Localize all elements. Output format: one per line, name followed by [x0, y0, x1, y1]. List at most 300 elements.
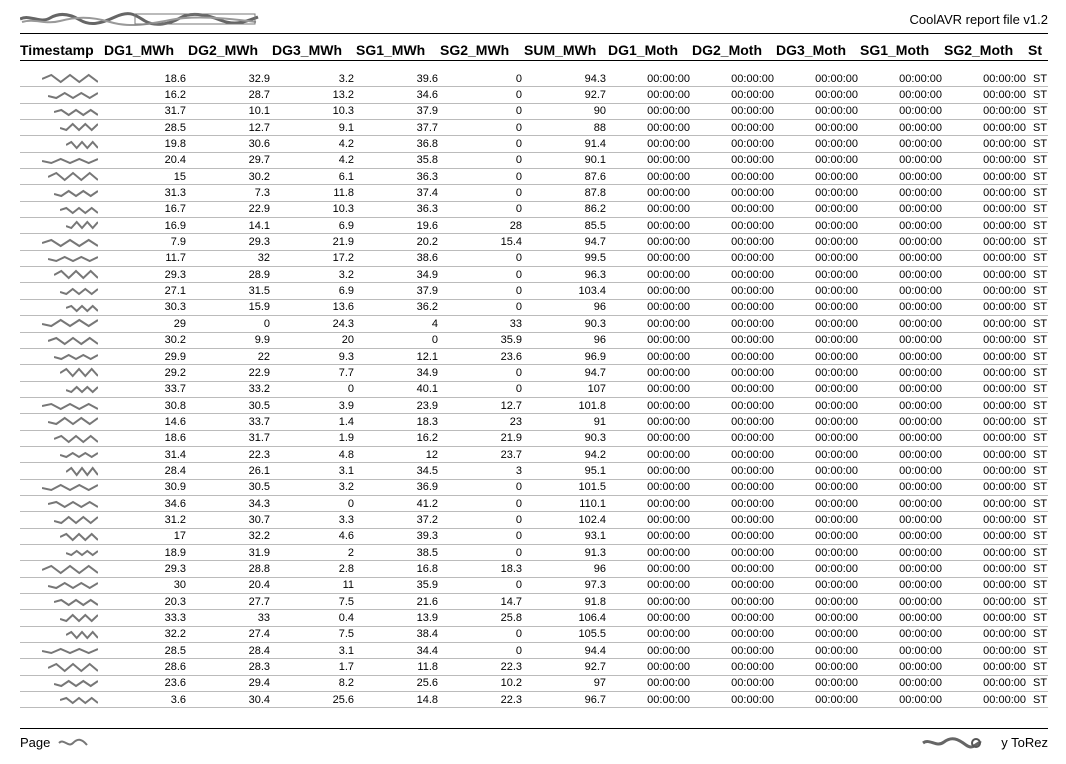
- table-cell: 12.7: [440, 397, 524, 413]
- report-header: [20, 8, 1048, 36]
- table-row: [20, 185, 1048, 201]
- table-cell: 00:00:00: [692, 218, 776, 234]
- table-cell: 3.6: [104, 692, 188, 708]
- table-cell: 37.2: [356, 512, 440, 528]
- table-cell: 00:00:00: [776, 87, 860, 103]
- table-cell: 21.6: [356, 594, 440, 610]
- table-cell: 00:00:00: [776, 430, 860, 446]
- table-cell: 10.3: [272, 201, 356, 217]
- table-cell: 28.5: [104, 643, 188, 659]
- table-cell: 00:00:00: [776, 414, 860, 430]
- table-cell: 11.8: [272, 185, 356, 201]
- table-cell: 96.3: [524, 267, 608, 283]
- table-cell: 94.7: [524, 234, 608, 250]
- table-cell: 00:00:00: [944, 528, 1028, 544]
- table-cell: 00:00:00: [776, 348, 860, 364]
- table-cell: 0: [440, 299, 524, 315]
- table-cell: 25.8: [440, 610, 524, 626]
- table-cell: 11: [272, 577, 356, 593]
- table-cell: 35.9: [440, 332, 524, 348]
- table-cell: ST: [1028, 283, 1048, 299]
- column-header: SUM_MWh: [524, 40, 608, 61]
- column-header: DG2_Moth: [692, 40, 776, 61]
- table-cell: 00:00:00: [776, 152, 860, 168]
- garbled-title-image: [20, 12, 260, 26]
- table-cell: 00:00:00: [944, 675, 1028, 691]
- column-header: DG3_MWh: [272, 40, 356, 61]
- table-cell: 11.7: [104, 250, 188, 266]
- table-cell: 00:00:00: [692, 365, 776, 381]
- table-cell: 00:00:00: [860, 120, 944, 136]
- table-cell: 00:00:00: [608, 185, 692, 201]
- table-cell: 10.3: [272, 103, 356, 119]
- table-cell: 00:00:00: [860, 675, 944, 691]
- table-cell: 00:00:00: [608, 643, 692, 659]
- table-cell: 85.5: [524, 218, 608, 234]
- timestamp-cell: [20, 152, 104, 168]
- table-cell: 23.9: [356, 397, 440, 413]
- table-cell: 00:00:00: [608, 87, 692, 103]
- table-cell: 15: [104, 169, 188, 185]
- table-cell: 2: [272, 544, 356, 560]
- table-cell: 17.2: [272, 250, 356, 266]
- table-cell: ST: [1028, 267, 1048, 283]
- table-row: [20, 675, 1048, 691]
- table-cell: 102.4: [524, 512, 608, 528]
- table-cell: 0: [440, 201, 524, 217]
- table-cell: 13.2: [272, 87, 356, 103]
- timestamp-cell: [20, 512, 104, 528]
- table-cell: 00:00:00: [692, 512, 776, 528]
- table-cell: 36.9: [356, 479, 440, 495]
- table-cell: 40.1: [356, 381, 440, 397]
- table-cell: 00:00:00: [692, 120, 776, 136]
- timestamp-cell: [20, 626, 104, 642]
- table-cell: 12.7: [188, 120, 272, 136]
- table-cell: 00:00:00: [608, 495, 692, 511]
- table-cell: 28.7: [188, 87, 272, 103]
- table-cell: 19.6: [356, 218, 440, 234]
- table-cell: 00:00:00: [860, 234, 944, 250]
- table-cell: 96.7: [524, 692, 608, 708]
- table-cell: 00:00:00: [944, 87, 1028, 103]
- table-row: [20, 218, 1048, 234]
- table-cell: 00:00:00: [608, 234, 692, 250]
- table-cell: 00:00:00: [944, 414, 1028, 430]
- table-cell: 30.2: [104, 332, 188, 348]
- table-cell: 00:00:00: [860, 267, 944, 283]
- table-cell: 16.8: [356, 561, 440, 577]
- table-cell: 90.3: [524, 316, 608, 332]
- table-cell: 00:00:00: [944, 316, 1028, 332]
- table-cell: 00:00:00: [608, 397, 692, 413]
- table-cell: 00:00:00: [692, 594, 776, 610]
- table-cell: 00:00:00: [944, 381, 1028, 397]
- table-cell: 37.9: [356, 103, 440, 119]
- table-cell: 107: [524, 381, 608, 397]
- table-cell: 30.6: [188, 136, 272, 152]
- table-cell: 00:00:00: [608, 120, 692, 136]
- table-cell: 28.3: [188, 659, 272, 675]
- table-cell: 0: [440, 544, 524, 560]
- table-cell: ST: [1028, 528, 1048, 544]
- table-row: [20, 512, 1048, 528]
- table-cell: 36.2: [356, 299, 440, 315]
- table-cell: 91: [524, 414, 608, 430]
- table-cell: 00:00:00: [776, 577, 860, 593]
- table-cell: 00:00:00: [944, 283, 1028, 299]
- table-cell: 00:00:00: [608, 659, 692, 675]
- timestamp-cell: [20, 414, 104, 430]
- table-cell: ST: [1028, 365, 1048, 381]
- table-cell: 31.9: [188, 544, 272, 560]
- table-cell: 00:00:00: [944, 218, 1028, 234]
- timestamp-cell: [20, 283, 104, 299]
- table-cell: 41.2: [356, 495, 440, 511]
- table-cell: 00:00:00: [608, 414, 692, 430]
- table-cell: 30.9: [104, 479, 188, 495]
- table-cell: 34.4: [356, 643, 440, 659]
- table-cell: 00:00:00: [692, 103, 776, 119]
- table-cell: 20.2: [356, 234, 440, 250]
- table-cell: 29.3: [104, 561, 188, 577]
- table-cell: 0: [440, 185, 524, 201]
- table-cell: 00:00:00: [860, 71, 944, 87]
- timestamp-cell: [20, 495, 104, 511]
- table-cell: 00:00:00: [692, 692, 776, 708]
- table-cell: 30: [104, 577, 188, 593]
- table-cell: 22.3: [440, 659, 524, 675]
- table-row: [20, 446, 1048, 462]
- author-label: y ToRez: [1001, 735, 1048, 750]
- table-cell: 00:00:00: [776, 610, 860, 626]
- table-row: [20, 626, 1048, 642]
- table-cell: 22.3: [188, 446, 272, 462]
- timestamp-cell: [20, 267, 104, 283]
- table-cell: 00:00:00: [944, 71, 1028, 87]
- table-cell: 20: [272, 332, 356, 348]
- table-cell: 27.4: [188, 626, 272, 642]
- table-cell: 3.2: [272, 71, 356, 87]
- table-cell: 00:00:00: [776, 659, 860, 675]
- table-cell: ST: [1028, 430, 1048, 446]
- table-cell: 31.5: [188, 283, 272, 299]
- table-cell: 4.2: [272, 136, 356, 152]
- table-cell: 00:00:00: [860, 218, 944, 234]
- table-cell: 00:00:00: [860, 299, 944, 315]
- table-cell: 00:00:00: [944, 446, 1028, 462]
- table-cell: 37.4: [356, 185, 440, 201]
- timestamp-cell: [20, 479, 104, 495]
- table-cell: 00:00:00: [608, 446, 692, 462]
- table-cell: ST: [1028, 87, 1048, 103]
- table-cell: 27.7: [188, 594, 272, 610]
- table-row: [20, 332, 1048, 348]
- table-row: [20, 397, 1048, 413]
- table-cell: 16.7: [104, 201, 188, 217]
- table-header-row: [20, 40, 1048, 61]
- table-cell: 00:00:00: [860, 495, 944, 511]
- table-cell: 00:00:00: [776, 675, 860, 691]
- table-cell: ST: [1028, 381, 1048, 397]
- table-cell: 4.6: [272, 528, 356, 544]
- table-cell: 17: [104, 528, 188, 544]
- timestamp-cell: [20, 659, 104, 675]
- table-cell: 34.9: [356, 267, 440, 283]
- table-cell: 18.3: [440, 561, 524, 577]
- table-cell: ST: [1028, 218, 1048, 234]
- table-row: [20, 71, 1048, 87]
- table-cell: 00:00:00: [860, 201, 944, 217]
- table-cell: 00:00:00: [608, 201, 692, 217]
- table-row: [20, 495, 1048, 511]
- table-cell: 00:00:00: [692, 659, 776, 675]
- table-cell: 29.3: [188, 234, 272, 250]
- table-cell: 00:00:00: [944, 495, 1028, 511]
- table-cell: 9.1: [272, 120, 356, 136]
- table-cell: 00:00:00: [776, 692, 860, 708]
- footer-rule: [20, 728, 1048, 729]
- table-cell: ST: [1028, 120, 1048, 136]
- table-cell: 00:00:00: [944, 692, 1028, 708]
- column-header: SG2_MWh: [440, 40, 524, 61]
- table-cell: 00:00:00: [608, 365, 692, 381]
- table-cell: 3.1: [272, 643, 356, 659]
- table-cell: 00:00:00: [944, 136, 1028, 152]
- table-row: [20, 528, 1048, 544]
- timestamp-cell: [20, 397, 104, 413]
- table-cell: 00:00:00: [692, 446, 776, 462]
- table-cell: 91.4: [524, 136, 608, 152]
- table-cell: 00:00:00: [692, 610, 776, 626]
- timestamp-cell: [20, 250, 104, 266]
- table-cell: 10.1: [188, 103, 272, 119]
- table-cell: 00:00:00: [692, 299, 776, 315]
- table-cell: 3: [440, 463, 524, 479]
- table-cell: ST: [1028, 185, 1048, 201]
- table-cell: 00:00:00: [608, 675, 692, 691]
- table-cell: 24.3: [272, 316, 356, 332]
- table-cell: 00:00:00: [608, 528, 692, 544]
- table-cell: 00:00:00: [776, 397, 860, 413]
- table-cell: 28.8: [188, 561, 272, 577]
- table-cell: 00:00:00: [692, 528, 776, 544]
- timestamp-cell: [20, 463, 104, 479]
- table-cell: 00:00:00: [860, 512, 944, 528]
- table-cell: ST: [1028, 136, 1048, 152]
- table-cell: 00:00:00: [608, 512, 692, 528]
- table-cell: 00:00:00: [860, 348, 944, 364]
- timestamp-cell: [20, 577, 104, 593]
- table-cell: 3.2: [272, 479, 356, 495]
- table-cell: ST: [1028, 495, 1048, 511]
- table-cell: 00:00:00: [608, 381, 692, 397]
- table-cell: 33: [188, 610, 272, 626]
- column-header: DG2_MWh: [188, 40, 272, 61]
- table-cell: ST: [1028, 479, 1048, 495]
- table-cell: 96: [524, 561, 608, 577]
- table-cell: 0: [272, 495, 356, 511]
- timestamp-cell: [20, 446, 104, 462]
- table-cell: 00:00:00: [944, 561, 1028, 577]
- table-cell: 00:00:00: [860, 332, 944, 348]
- table-cell: 28.9: [188, 267, 272, 283]
- table-cell: 0: [440, 120, 524, 136]
- table-cell: 00:00:00: [608, 283, 692, 299]
- table-cell: 00:00:00: [944, 103, 1028, 119]
- table-cell: 00:00:00: [692, 267, 776, 283]
- table-cell: 00:00:00: [692, 397, 776, 413]
- table-cell: 6.1: [272, 169, 356, 185]
- table-cell: 35.9: [356, 577, 440, 593]
- table-cell: ST: [1028, 446, 1048, 462]
- table-cell: 00:00:00: [776, 120, 860, 136]
- table-cell: 00:00:00: [608, 250, 692, 266]
- table-cell: 00:00:00: [944, 512, 1028, 528]
- table-cell: 22.9: [188, 201, 272, 217]
- table-row: [20, 120, 1048, 136]
- table-cell: 106.4: [524, 610, 608, 626]
- table-cell: 10.2: [440, 675, 524, 691]
- table-cell: 92.7: [524, 87, 608, 103]
- table-cell: 0: [188, 316, 272, 332]
- table-cell: 00:00:00: [776, 218, 860, 234]
- table-row: [20, 348, 1048, 364]
- table-cell: 32.2: [104, 626, 188, 642]
- table-cell: 00:00:00: [692, 577, 776, 593]
- table-cell: 00:00:00: [692, 283, 776, 299]
- table-cell: 00:00:00: [860, 692, 944, 708]
- table-cell: 101.8: [524, 397, 608, 413]
- table-cell: 31.2: [104, 512, 188, 528]
- table-row: [20, 87, 1048, 103]
- table-cell: 13.6: [272, 299, 356, 315]
- table-cell: 7.9: [104, 234, 188, 250]
- table-cell: 00:00:00: [944, 169, 1028, 185]
- table-cell: 20.3: [104, 594, 188, 610]
- table-cell: 15.4: [440, 234, 524, 250]
- table-cell: ST: [1028, 397, 1048, 413]
- table-cell: ST: [1028, 250, 1048, 266]
- header-rule: [20, 33, 1048, 34]
- table-cell: 1.9: [272, 430, 356, 446]
- table-cell: ST: [1028, 626, 1048, 642]
- table-cell: 87.6: [524, 169, 608, 185]
- table-cell: ST: [1028, 71, 1048, 87]
- table-cell: 25.6: [272, 692, 356, 708]
- table-cell: 28.4: [188, 643, 272, 659]
- column-header: SG2_Moth: [944, 40, 1028, 61]
- table-cell: 23.7: [440, 446, 524, 462]
- table-cell: 96: [524, 332, 608, 348]
- app-title: CoolAVR report file v1.2: [909, 12, 1048, 27]
- table-cell: 30.4: [188, 692, 272, 708]
- table-cell: 90.3: [524, 430, 608, 446]
- table-cell: 00:00:00: [692, 332, 776, 348]
- table-cell: 105.5: [524, 626, 608, 642]
- table-cell: 0: [440, 87, 524, 103]
- table-cell: 00:00:00: [608, 610, 692, 626]
- table-cell: 12: [356, 446, 440, 462]
- table-cell: 29.7: [188, 152, 272, 168]
- table-row: [20, 561, 1048, 577]
- table-cell: ST: [1028, 610, 1048, 626]
- table-cell: 36.3: [356, 169, 440, 185]
- column-header: DG3_Moth: [776, 40, 860, 61]
- table-cell: 00:00:00: [692, 626, 776, 642]
- table-cell: 29.3: [104, 267, 188, 283]
- table-cell: 88: [524, 120, 608, 136]
- table-cell: 0: [440, 267, 524, 283]
- table-cell: 22.9: [188, 365, 272, 381]
- table-cell: 28.5: [104, 120, 188, 136]
- column-header: DG1_MWh: [104, 40, 188, 61]
- table-cell: 91.8: [524, 594, 608, 610]
- table-row: [20, 610, 1048, 626]
- table-cell: 00:00:00: [608, 136, 692, 152]
- table-cell: 00:00:00: [608, 71, 692, 87]
- table-cell: 0: [356, 332, 440, 348]
- table-cell: ST: [1028, 234, 1048, 250]
- table-cell: 0: [440, 643, 524, 659]
- page-number-garbled-icon: [58, 737, 88, 749]
- timestamp-cell: [20, 185, 104, 201]
- table-cell: 00:00:00: [776, 185, 860, 201]
- table-cell: 21.9: [272, 234, 356, 250]
- table-cell: 0: [440, 528, 524, 544]
- table-row: [20, 463, 1048, 479]
- timestamp-cell: [20, 365, 104, 381]
- table-row: [20, 643, 1048, 659]
- timestamp-cell: [20, 120, 104, 136]
- table-cell: 39.6: [356, 71, 440, 87]
- table-cell: 94.3: [524, 71, 608, 87]
- table-cell: 00:00:00: [692, 152, 776, 168]
- table-cell: 00:00:00: [692, 136, 776, 152]
- table-cell: 00:00:00: [860, 626, 944, 642]
- table-cell: 110.1: [524, 495, 608, 511]
- table-cell: 14.1: [188, 218, 272, 234]
- table-cell: 00:00:00: [860, 381, 944, 397]
- table-cell: 14.8: [356, 692, 440, 708]
- table-cell: 0: [440, 250, 524, 266]
- table-cell: 31.7: [188, 430, 272, 446]
- table-cell: 16.2: [104, 87, 188, 103]
- table-cell: 00:00:00: [608, 692, 692, 708]
- table-row: [20, 544, 1048, 560]
- table-cell: 95.1: [524, 463, 608, 479]
- table-cell: 00:00:00: [860, 316, 944, 332]
- table-cell: 00:00:00: [608, 561, 692, 577]
- timestamp-cell: [20, 675, 104, 691]
- table-row: [20, 250, 1048, 266]
- table-cell: ST: [1028, 332, 1048, 348]
- table-cell: 86.2: [524, 201, 608, 217]
- table-cell: 28.6: [104, 659, 188, 675]
- table-cell: 00:00:00: [608, 316, 692, 332]
- table-cell: 00:00:00: [776, 561, 860, 577]
- table-cell: 38.5: [356, 544, 440, 560]
- table-cell: 23.6: [104, 675, 188, 691]
- table-cell: 32.2: [188, 528, 272, 544]
- table-row: [20, 316, 1048, 332]
- table-cell: 33.7: [104, 381, 188, 397]
- table-cell: 00:00:00: [608, 479, 692, 495]
- table-cell: 18.6: [104, 430, 188, 446]
- table-cell: 00:00:00: [608, 332, 692, 348]
- table-row: [20, 267, 1048, 283]
- table-cell: 96: [524, 299, 608, 315]
